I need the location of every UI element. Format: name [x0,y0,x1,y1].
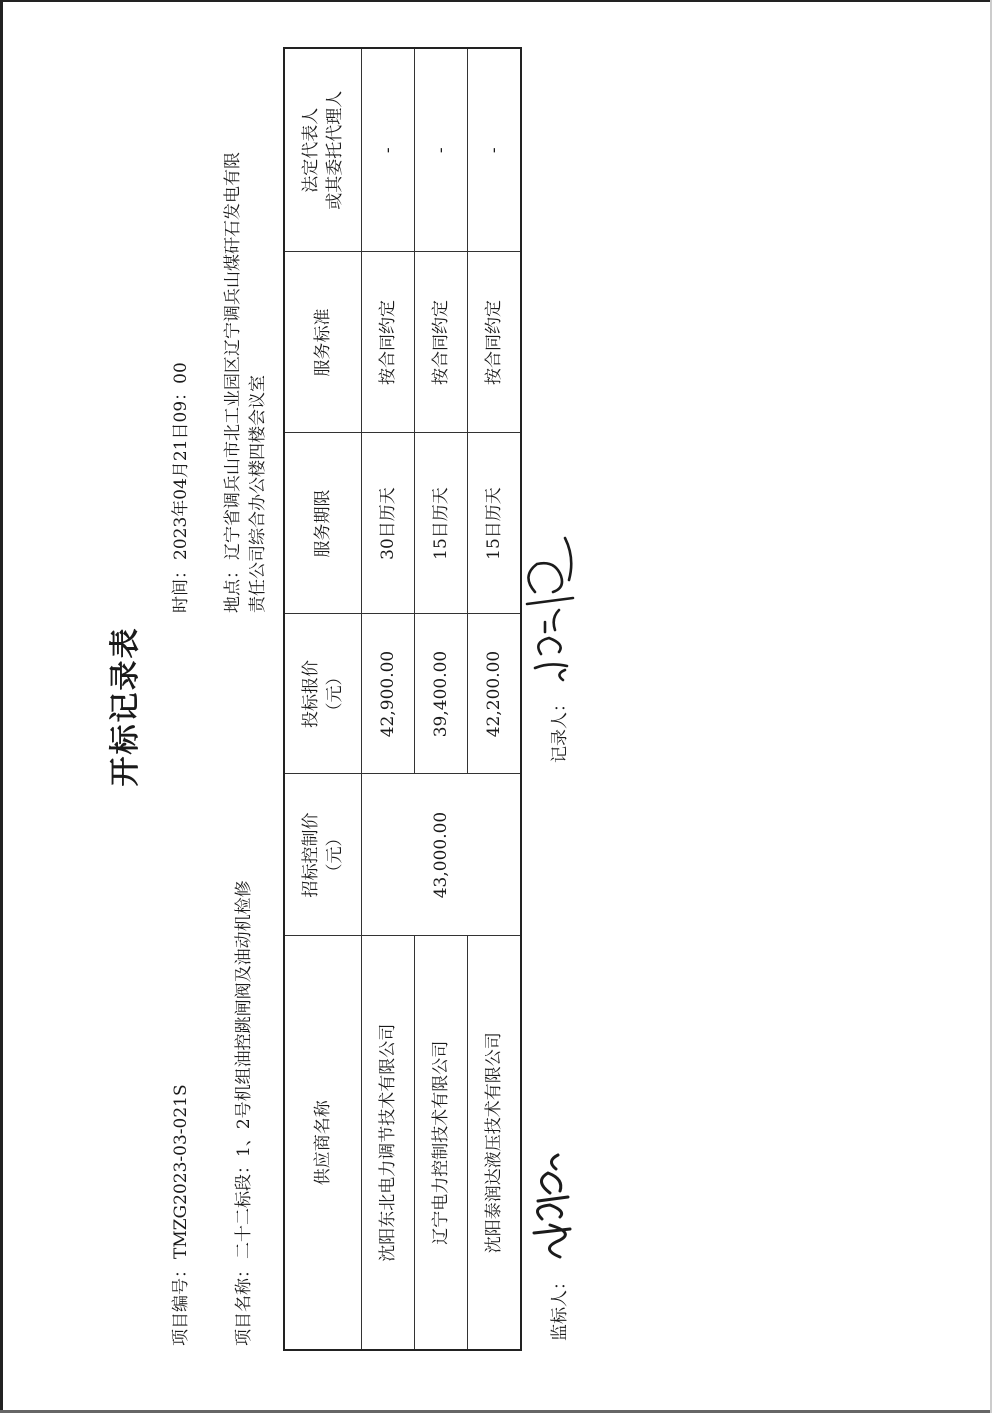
cell-service-period: 15日历天 [468,433,522,614]
header-control-price-l2: （元） [325,829,345,881]
cell-service-standard: 按合同约定 [415,252,468,433]
recorder-signature [515,528,585,688]
cell-service-standard: 按合同约定 [362,252,415,433]
header-bid-price-l1: 投标报价 [301,660,321,728]
location-line-2-wrap [243,375,268,613]
header-control-price [284,774,362,936]
cell-bid-price: 42,900.00 [362,614,415,774]
bid-opening-table [283,47,522,1351]
cell-supplier: 辽宁电力控制技术有限公司 [415,936,468,1350]
table-row [362,48,415,1350]
cell-supplier: 沈阳泰润达液压技术有限公司 [468,936,522,1350]
header-representative [284,48,362,252]
project-name-value: 二十二标段：1、2号机组油控跳闸阀及油动机检修 [234,880,254,1259]
cell-bid-price: 42,200.00 [468,614,522,774]
header-representative-l1: 法定代表人 [301,107,321,193]
header-service-period: 服务期限 [284,433,362,614]
project-number-value: TMZG2023-03-021S [171,1084,191,1259]
cell-representative: - [415,48,468,252]
opening-time-label: 时间： [171,562,191,613]
location [218,152,243,613]
header-supplier: 供应商名称 [284,936,362,1350]
supervisor-signature [520,1143,580,1263]
project-name [229,880,254,1346]
cell-service-period: 30日历天 [362,433,415,614]
header-representative-l2: 或其委托代理人 [325,90,345,210]
location-line-2: 责任公司综合办公楼四楼会议室 [248,375,268,613]
location-label: 地点： [223,562,243,613]
header-bid-price-l2: （元） [325,668,345,720]
project-number [166,1084,191,1346]
cell-control-price: 43,000.00 [362,774,522,936]
supervisor-label: 监标人： [550,1273,570,1341]
cell-bid-price: 39,400.00 [415,614,468,774]
cell-representative: - [468,48,522,252]
cell-supplier: 沈阳东北电力调节技术有限公司 [362,936,415,1350]
cell-service-period: 15日历天 [415,433,468,614]
recorder-label: 记录人： [550,695,570,763]
project-number-label: 项目编号： [171,1261,191,1346]
location-line-1: 辽宁省调兵山市北工业园区辽宁调兵山煤矸石发电有限 [223,152,243,560]
header-service-standard: 服务标准 [284,252,362,433]
header-bid-price [284,614,362,774]
table-row [415,48,468,1350]
opening-time [166,362,191,613]
cell-representative: - [362,48,415,252]
table-row [468,48,522,1350]
table-header-row [284,48,362,1350]
project-name-label: 项目名称： [234,1261,254,1346]
header-control-price-l1: 招标控制价 [301,812,321,898]
page-title: 开标记录表 [108,626,143,787]
opening-time-value: 2023年04月21日09：00 [171,362,191,560]
cell-service-standard: 按合同约定 [468,252,522,433]
